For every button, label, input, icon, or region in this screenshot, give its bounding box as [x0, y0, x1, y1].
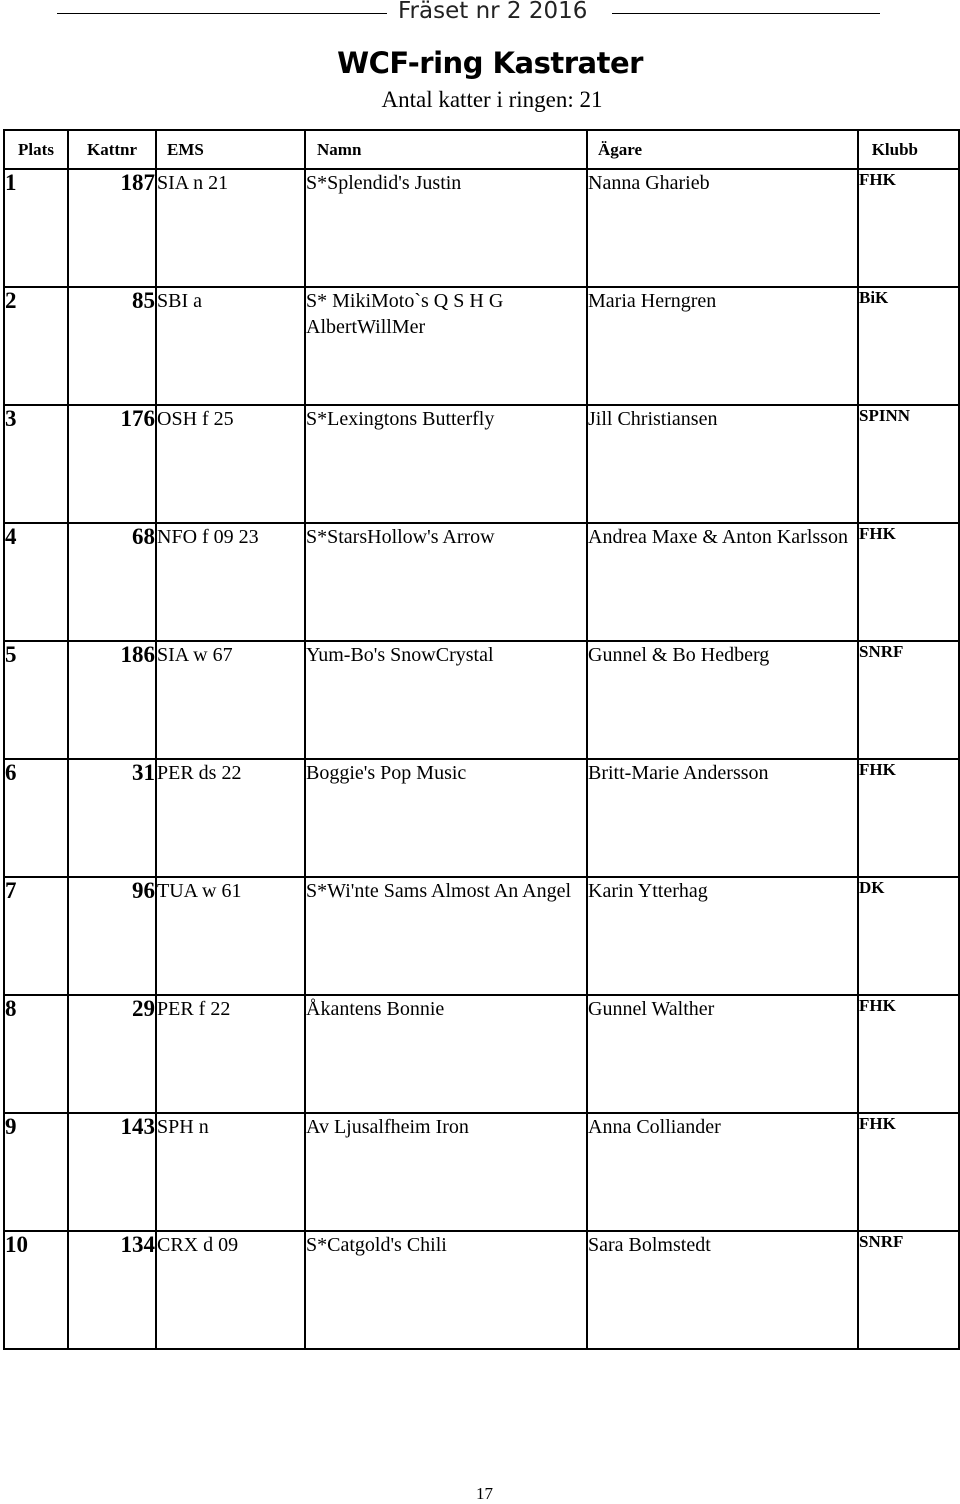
table-row	[4, 1113, 959, 1231]
header-text: Fräset nr 2 2016	[398, 0, 588, 24]
klubb-cell: FHK	[858, 995, 959, 1113]
table-row	[4, 995, 959, 1113]
klubb-cell: DK	[858, 877, 959, 995]
kattnr-cell: 31	[68, 759, 156, 877]
agare-cell: Gunnel Walther	[587, 995, 858, 1113]
klubb-cell: SNRF	[858, 641, 959, 759]
klubb-cell: FHK	[858, 759, 959, 877]
table-row	[4, 405, 959, 523]
plats-cell: 2	[4, 287, 68, 405]
agare-cell: Maria Herngren	[587, 287, 858, 405]
ems-cell: NFO f 09 23	[156, 523, 305, 641]
header-rule-right	[612, 13, 880, 14]
table-row	[4, 287, 959, 405]
namn-cell: S*Wi'nte Sams Almost An Angel	[305, 877, 587, 995]
klubb-cell: BiK	[858, 287, 959, 405]
plats-cell: 7	[4, 877, 68, 995]
namn-cell: S*Lexingtons Butterfly	[305, 405, 587, 523]
plats-cell: 5	[4, 641, 68, 759]
klubb-cell: FHK	[858, 1113, 959, 1231]
results-table	[3, 129, 960, 1350]
ems-cell: OSH f 25	[156, 405, 305, 523]
plats-cell: 6	[4, 759, 68, 877]
kattnr-cell: 186	[68, 641, 156, 759]
namn-cell: Yum-Bo's SnowCrystal	[305, 641, 587, 759]
plats-cell: 10	[4, 1231, 68, 1349]
column-header-kattnr: Kattnr	[68, 130, 156, 169]
column-header-namn: Namn	[305, 130, 587, 169]
page-title: WCF-ring Kastrater	[337, 46, 643, 80]
table-row	[4, 641, 959, 759]
plats-cell: 9	[4, 1113, 68, 1231]
table-row	[4, 877, 959, 995]
page-number: 17	[476, 1484, 493, 1503]
namn-cell: Åkantens Bonnie	[305, 995, 587, 1113]
plats-cell: 3	[4, 405, 68, 523]
column-header-klubb: Klubb	[858, 130, 959, 169]
kattnr-cell: 143	[68, 1113, 156, 1231]
kattnr-cell: 85	[68, 287, 156, 405]
agare-cell: Sara Bolmstedt	[587, 1231, 858, 1349]
ems-cell: SIA n 21	[156, 169, 305, 287]
column-header-agare: Ägare	[587, 130, 858, 169]
plats-cell: 1	[4, 169, 68, 287]
ems-cell: PER f 22	[156, 995, 305, 1113]
agare-cell: Jill Christiansen	[587, 405, 858, 523]
ems-cell: CRX d 09	[156, 1231, 305, 1349]
namn-cell: S* MikiMoto`s Q S H G AlbertWillMer	[305, 287, 587, 405]
namn-cell: Boggie's Pop Music	[305, 759, 587, 877]
klubb-cell: SPINN	[858, 405, 959, 523]
agare-cell: Andrea Maxe & Anton Karlsson	[587, 523, 858, 641]
namn-cell: S*Splendid's Justin	[305, 169, 587, 287]
namn-cell: S*StarsHollow's Arrow	[305, 523, 587, 641]
plats-cell: 4	[4, 523, 68, 641]
table-row	[4, 523, 959, 641]
ems-cell: SBI a	[156, 287, 305, 405]
page-subtitle: Antal katter i ringen: 21	[381, 87, 603, 112]
table-row	[4, 759, 959, 877]
page-header	[0, 0, 960, 28]
ems-cell: TUA w 61	[156, 877, 305, 995]
ems-cell: PER ds 22	[156, 759, 305, 877]
plats-cell: 8	[4, 995, 68, 1113]
namn-cell: S*Catgold's Chili	[305, 1231, 587, 1349]
kattnr-cell: 68	[68, 523, 156, 641]
kattnr-cell: 176	[68, 405, 156, 523]
agare-cell: Anna Colliander	[587, 1113, 858, 1231]
ems-cell: SPH n	[156, 1113, 305, 1231]
agare-cell: Gunnel & Bo Hedberg	[587, 641, 858, 759]
table-row	[4, 169, 959, 287]
klubb-cell: SNRF	[858, 1231, 959, 1349]
klubb-cell: FHK	[858, 523, 959, 641]
agare-cell: Nanna Gharieb	[587, 169, 858, 287]
kattnr-cell: 134	[68, 1231, 156, 1349]
header-rule-left	[57, 13, 387, 14]
table-row	[4, 1231, 959, 1349]
column-header-ems: EMS	[156, 130, 305, 169]
table-header-row	[4, 130, 959, 169]
kattnr-cell: 187	[68, 169, 156, 287]
agare-cell: Britt-Marie Andersson	[587, 759, 858, 877]
ems-cell: SIA w 67	[156, 641, 305, 759]
klubb-cell: FHK	[858, 169, 959, 287]
namn-cell: Av Ljusalfheim Iron	[305, 1113, 587, 1231]
kattnr-cell: 96	[68, 877, 156, 995]
agare-cell: Karin Ytterhag	[587, 877, 858, 995]
kattnr-cell: 29	[68, 995, 156, 1113]
column-header-plats: Plats	[4, 130, 68, 169]
